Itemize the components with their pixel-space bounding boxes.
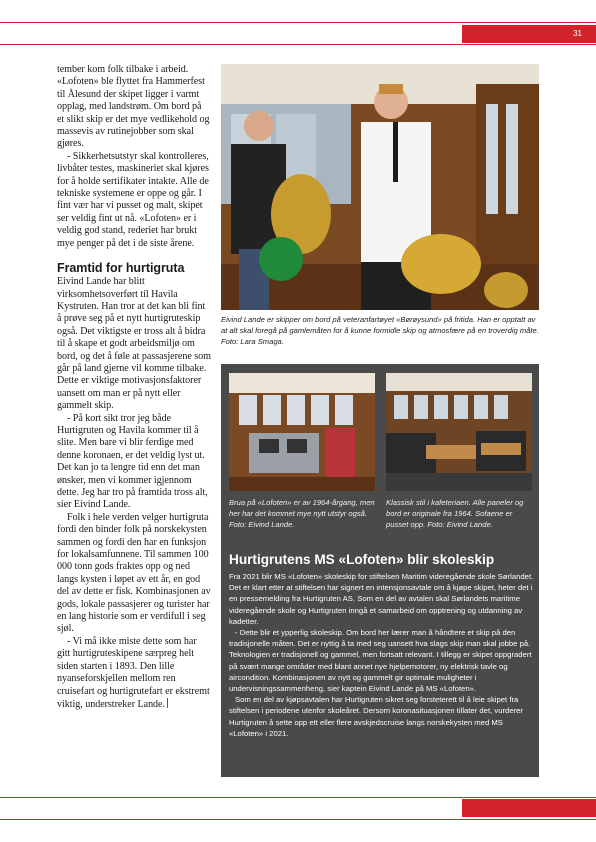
paragraph-text: - Vi må ikke miste dette som har gitt hurtigruteskipene særpreg helt siden starten i 1893. Den lille nyanseforskjellen mellom ren cruisefart og hurtigrutefart er ekstremt viktig, understreker Lande. <box>57 635 210 710</box>
footer-rule-bottom <box>0 819 596 820</box>
photo-bridge <box>229 373 375 491</box>
paragraph: Eivind Lande har blitt virksomhetsoverført til Havila Kystruten. Han tror at det kan bli fint å prøve seg på et nytt hurtigruteskip også. Det viktigste er tross alt å bidra til å skape et godt arbeidsmiljø om bord, og det å føle at passasjerene som går på land gjerne vil komme tilbake. Dette er viktige motivasjonsfaktorer uansett om man er på nytt eller gammelt skip. <box>57 276 211 412</box>
info-box-heading: Hurtigrutens MS «Lofoten» blir skoleskip <box>229 552 495 567</box>
caption-main-photo: Eivind Lande er skipper om bord på veteranfartøyet «Børøysund» på fritida. Han er opptatt av at alt skal foregå på gamlemåten for å kunne formidle skip og atmosfære på en troverdig måte. Foto: Lara Smaga. <box>221 315 539 346</box>
page-number: 31 <box>462 25 596 43</box>
info-box-text <box>229 571 535 739</box>
photo-wheelhouse <box>221 64 539 310</box>
article-left-column <box>57 64 211 711</box>
paragraph: Folk i hele verden velger hurtigruta fordi den binder folk på norskekysten sammen og fordi den har en funksjon for lokalsamfunnene. Til sammen 100 000 tonn gods fraktes opp og ned langs kysten i løpet av ett år, en god del av dette er fisk. Kombinasjonen av gods, lokale passasjerer og turister har en lang historie som er verdifull i seg sjøl. <box>57 511 211 635</box>
photo-cafeteria <box>386 373 532 491</box>
footer-rule-top <box>0 797 596 798</box>
caption-cafeteria-photo: Klassisk stil i kafeteriaen. Alle paneler og bord er originale fra 1964. Sofaene er pusset opp. Foto: Eivind Lande. <box>386 498 524 529</box>
end-mark <box>167 698 168 708</box>
paragraph: Fra 2021 blir MS «Lofoten» skoleskip for stiftelsen Maritim videregående skole Sørlandet. Det er klart etter at stiftelsen har signert en intensjonsavtale om å kjøpe skipet, heter det i en pressemelding fra Hurtigruten AS. Som en del av avtalen skal Sørlandets maritime videregående skole og Hurtigruten inngå et samarbeid om opptrening og utdanning av kadetter. <box>229 572 534 626</box>
header-rule-top <box>0 22 596 23</box>
paragraph: tember kom folk tilbake i arbeid. «Lofoten» ble flyttet fra Hammerfest til Ålesund der skipet ligger i varmt opplag, med landstrøm. Om bord på et slikt skip er det mye vedlikehold og massevis av rutinejobber som skal gjøres. <box>57 64 210 150</box>
paragraph <box>57 636 211 711</box>
paragraph: - På kort sikt tror jeg både Hurtigruten og Havila kommer til å slite. Men bare vi blir ferdige med denne koronaen, er det veldig lyst ut. Det kan jo ta lengre tid enn det man ønsker, men vi kommer igjennom dette. Jeg har tro på framtida tross alt, sier Eivind Lande. <box>57 412 208 511</box>
paragraph: Som en del av kjøpsavtalen har Hurtigruten sikret seg forsteterett til å leie skipet fra stiftelsen i periodene utenfor skoleåret. Dersom koronasituasjonen tillater det, vurderer Hurtigruten å sette opp ett eller flere avskjedscruise langs norskekysten med MS «Lofoten» i 2021. <box>229 695 523 738</box>
section-heading: Framtid for hurtigruta <box>57 261 185 276</box>
footer-tab <box>462 799 596 817</box>
paragraph: - Dette blir et ypperlig skoleskip. Om bord her lærer man å håndtere et skip på den tradisjonelle måten. Det er nyttig å ta med seg uansett hva slags skip man skal jobbe på. Teknologien er tradisjonell og gammel, men fortsatt relevant. I tillegg er skipet oppgradert på svært mange områder med blant annet nye hjelpemotorer, ny elektrisk tavle og aircondition. Kombinasjonen av nytt og gammelt gir optimale muligheter i undervisningssammenheng, sier kaptein Eivind Lande på MS «Lofoten». <box>229 628 532 694</box>
header-rule-bottom <box>0 44 596 45</box>
paragraph: - Sikkerhetsutstyr skal kontrolleres, livbåter testes, maskineriet skal kjøres for å holde sertifikater intakte. Alle de tekniske systemene er oppe og går. I fint vær har vi pusset og malt, skipet ser veldig fint ut nå. «Lofoten» er i veldig god stand, rederiet har brukt mye penger på det i de siste årene. <box>57 150 209 249</box>
caption-bridge-photo: Brua på «Lofoten» er av 1964-årgang, men her har det kommet mye nytt utstyr også. Foto: Eivind Lande. <box>229 498 375 529</box>
